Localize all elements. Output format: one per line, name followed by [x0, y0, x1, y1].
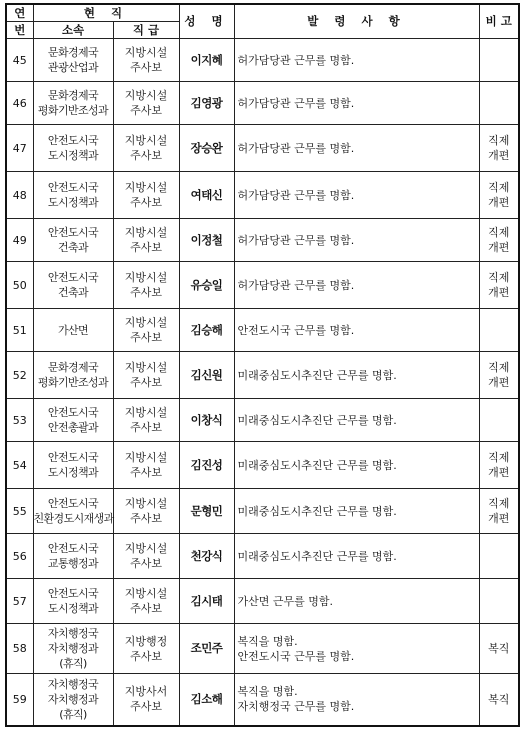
name-cell [179, 82, 234, 125]
rank-cell-line: 주사보 [130, 331, 162, 344]
note-cell [479, 534, 519, 579]
row-number-line: 46 [12, 96, 27, 110]
table-row [6, 309, 519, 352]
name-cell-line: 김신원 [190, 367, 223, 382]
order-cell [234, 39, 479, 82]
name-cell [179, 534, 234, 579]
rank-cell-line: 지방시설 [124, 361, 168, 374]
rank-cell-line: 주사보 [130, 286, 162, 299]
rank-cell-line: 지방시설 [124, 134, 168, 147]
rank-cell [113, 125, 179, 172]
department-cell-line: 문화경제국 [47, 361, 99, 374]
department-cell-line: 문화경제국 [47, 46, 99, 59]
department-cell-line: 건축과 [57, 241, 89, 254]
row-number-line: 49 [12, 233, 27, 247]
department-cell [33, 172, 113, 219]
department-cell-line: 문화경제국 [47, 89, 99, 102]
row-number-line: 53 [12, 413, 27, 427]
row-number [6, 39, 33, 82]
rank-cell-line: 주사보 [130, 602, 162, 615]
department-cell-line: 도시정책과 [47, 149, 99, 162]
row-number [6, 309, 33, 352]
rank-cell-line: 주사보 [130, 557, 162, 570]
note-cell-line: 직제 [488, 451, 510, 464]
row-number-line: 59 [12, 692, 27, 706]
rank-cell-line: 지방시설 [124, 89, 168, 102]
rank-cell [113, 442, 179, 489]
name-cell-line: 여태신 [190, 187, 223, 202]
rank-cell-line: 지방시설 [124, 226, 168, 239]
note-cell-line: 개편 [488, 512, 510, 525]
note-cell [479, 219, 519, 262]
order-cell [234, 219, 479, 262]
order-cell-line: 허가담당관 근무를 명함. [237, 141, 355, 155]
name-cell-line: 이지혜 [190, 52, 223, 67]
department-cell [33, 674, 113, 726]
order-cell-line: 미래중심도시추진단 근무를 명함. [237, 549, 397, 563]
note-cell-line: 직제 [488, 181, 510, 194]
order-cell-line: 복직을 명함. [237, 685, 298, 699]
row-number [6, 674, 33, 726]
order-cell-line: 미래중심도시추진단 근무를 명함. [237, 413, 397, 427]
rank-cell [113, 579, 179, 624]
department-cell [33, 262, 113, 309]
row-number-line: 54 [12, 458, 27, 472]
name-cell [179, 352, 234, 399]
rank-cell [113, 534, 179, 579]
department-cell [33, 579, 113, 624]
name-cell-line: 김시태 [190, 593, 223, 608]
table-row [6, 579, 519, 624]
department-cell [33, 399, 113, 442]
order-cell-line: 복직을 명함. [237, 634, 298, 648]
order-cell-line: 허가담당관 근무를 명함. [237, 53, 355, 67]
name-cell [179, 579, 234, 624]
order-cell-line: 허가담당관 근무를 명함. [237, 233, 355, 247]
name-cell [179, 674, 234, 726]
department-cell [33, 442, 113, 489]
no-header-bottom: 번 [6, 22, 33, 39]
note-cell-line: 개편 [488, 466, 510, 479]
rank-cell [113, 82, 179, 125]
name-cell [179, 489, 234, 534]
rank-cell [113, 624, 179, 674]
dept-header: 소속 [33, 22, 113, 39]
order-cell-line: 허가담당관 근무를 명함. [237, 188, 355, 202]
rank-cell-line: 주사보 [130, 241, 162, 254]
note-cell [479, 125, 519, 172]
note-cell-line: 개편 [488, 376, 510, 389]
department-cell [33, 352, 113, 399]
table-row [6, 125, 519, 172]
note-cell-line: 개편 [488, 196, 510, 209]
note-cell-line: 직제 [488, 361, 510, 374]
department-cell [33, 125, 113, 172]
department-cell-line: 안전도시국 [47, 497, 99, 510]
note-cell-line: 직제 [488, 134, 510, 147]
rank-cell [113, 172, 179, 219]
department-cell-line: 도시정책과 [47, 196, 99, 209]
order-cell [234, 172, 479, 219]
rank-cell-line: 지방시설 [124, 46, 168, 59]
note-cell [479, 624, 519, 674]
order-cell [234, 399, 479, 442]
note-cell [479, 674, 519, 726]
rank-cell-line: 주사보 [130, 149, 162, 162]
note-cell [479, 489, 519, 534]
table-row [6, 219, 519, 262]
name-cell [179, 262, 234, 309]
rank-cell-line: 주사보 [130, 61, 162, 74]
order-cell-line: 미래중심도시추진단 근무를 명함. [237, 368, 397, 382]
order-cell [234, 442, 479, 489]
note-cell [479, 399, 519, 442]
name-cell [179, 219, 234, 262]
name-cell-line: 유승일 [190, 277, 223, 292]
note-cell [479, 579, 519, 624]
table-row [6, 489, 519, 534]
rank-cell-line: 주사보 [130, 104, 162, 117]
row-number [6, 579, 33, 624]
note-cell-line: 복직 [488, 642, 510, 655]
department-cell [33, 219, 113, 262]
department-cell-line: 안전도시국 [47, 271, 99, 284]
rank-cell [113, 674, 179, 726]
row-number [6, 624, 33, 674]
row-number [6, 262, 33, 309]
row-number [6, 125, 33, 172]
table-row [6, 624, 519, 674]
row-number [6, 82, 33, 125]
order-cell [234, 624, 479, 674]
name-cell-line: 조민주 [190, 641, 223, 655]
note-cell [479, 172, 519, 219]
row-number-line: 58 [12, 642, 27, 655]
department-cell-line: 자치행정국 [47, 627, 99, 640]
row-number [6, 442, 33, 489]
department-cell-line: 안전총괄과 [47, 421, 99, 434]
table-row [6, 262, 519, 309]
row-number [6, 399, 33, 442]
row-number-line: 50 [12, 278, 27, 292]
department-cell-line: 안전도시국 [47, 587, 99, 600]
name-cell-line: 김진성 [190, 457, 223, 472]
department-cell [33, 309, 113, 352]
note-cell-line: 복직 [488, 692, 510, 706]
note-cell-line: 직제 [488, 497, 510, 510]
rank-cell-line: 주사보 [130, 376, 162, 389]
rank-cell-line: 지방사서 [124, 685, 168, 699]
order-header: 발 령 사 항 [234, 4, 479, 39]
order-cell [234, 262, 479, 309]
note-cell [479, 352, 519, 399]
name-cell-line: 문형민 [190, 503, 223, 518]
department-cell-line: 자치행정국 [47, 677, 99, 691]
note-cell-line: 직제 [488, 271, 510, 284]
note-cell [479, 309, 519, 352]
rank-cell-line: 주사보 [130, 196, 162, 209]
name-cell [179, 624, 234, 674]
row-number [6, 219, 33, 262]
department-cell-line: 평화기반조성과 [37, 104, 109, 117]
table-row [6, 352, 519, 399]
row-number [6, 172, 33, 219]
order-cell-line: 자치행정국 근무를 명함. [237, 700, 355, 714]
name-header: 성 명 [179, 4, 234, 39]
name-cell-line: 김소해 [190, 691, 223, 706]
table-row [6, 399, 519, 442]
row-number-line: 52 [12, 368, 27, 382]
department-cell-line: (휴직) [59, 657, 87, 670]
note-cell-line: 개편 [488, 149, 510, 162]
department-cell [33, 39, 113, 82]
department-cell-line: 안전도시국 [47, 451, 99, 464]
note-header: 비 고 [479, 4, 519, 39]
rank-cell [113, 489, 179, 534]
row-number [6, 352, 33, 399]
department-cell-line: 가산면 [57, 323, 89, 337]
header-row-top [6, 4, 519, 22]
rank-cell [113, 39, 179, 82]
order-cell-line: 미래중심도시추진단 근무를 명함. [237, 458, 397, 472]
note-cell [479, 262, 519, 309]
department-cell-line: 자치행정과 [47, 642, 99, 655]
note-cell [479, 39, 519, 82]
name-cell [179, 125, 234, 172]
order-cell-line: 허가담당관 근무를 명함. [237, 96, 355, 110]
rank-cell-line: 지방행정 [124, 634, 168, 648]
department-cell-line: 평화기반조성과 [37, 376, 109, 389]
name-cell-line: 김영광 [190, 95, 223, 110]
order-cell [234, 534, 479, 579]
department-cell [33, 624, 113, 674]
table-row [6, 674, 519, 726]
row-number [6, 489, 33, 534]
rank-cell [113, 352, 179, 399]
department-cell-line: 안전도시국 [47, 134, 99, 147]
department-cell-line: 안전도시국 [47, 406, 99, 419]
department-cell-line: 도시정책과 [47, 602, 99, 615]
rank-cell [113, 399, 179, 442]
rank-cell-line: 주사보 [130, 466, 162, 479]
row-number-line: 47 [12, 141, 27, 155]
order-cell [234, 82, 479, 125]
department-cell-line: 교통행정과 [47, 557, 99, 570]
order-cell [234, 674, 479, 726]
rank-cell-line: 지방시설 [124, 497, 168, 510]
order-cell [234, 352, 479, 399]
order-cell-line: 안전도시국 근무를 명함. [237, 649, 355, 663]
note-cell [479, 442, 519, 489]
department-cell-line: 관광산업과 [47, 61, 99, 74]
personnel-order-table [5, 3, 520, 727]
order-cell-line: 미래중심도시추진단 근무를 명함. [237, 504, 397, 518]
rank-cell-line: 지방시설 [124, 316, 168, 329]
order-cell-line: 가산면 근무를 명함. [237, 594, 334, 608]
rank-cell-line: 주사보 [130, 421, 162, 434]
name-cell [179, 309, 234, 352]
department-cell-line: 건축과 [57, 286, 89, 299]
department-cell-line: 도시정책과 [47, 466, 99, 479]
order-cell [234, 489, 479, 534]
name-cell-line: 김승해 [190, 322, 223, 337]
name-cell-line: 이정철 [190, 232, 223, 247]
rank-cell-line: 지방시설 [124, 451, 168, 464]
rank-cell [113, 262, 179, 309]
department-cell-line: 자치행정과 [47, 692, 99, 706]
rank-cell-line: 지방시설 [124, 587, 168, 600]
name-cell-line: 이창식 [190, 412, 223, 427]
department-cell-line: 안전도시국 [47, 542, 99, 555]
rank-header: 직 급 [113, 22, 179, 39]
name-cell [179, 442, 234, 489]
order-cell [234, 579, 479, 624]
order-cell [234, 125, 479, 172]
department-cell [33, 534, 113, 579]
department-cell-line: 안전도시국 [47, 181, 99, 194]
name-cell-line: 천강식 [190, 548, 223, 563]
department-cell-line: 친환경도시재생과 [33, 512, 114, 525]
row-number-line: 51 [12, 323, 27, 337]
name-cell [179, 399, 234, 442]
row-number-line: 55 [12, 504, 27, 518]
no-header-top: 연 [6, 4, 33, 22]
rank-cell [113, 309, 179, 352]
note-cell-line: 직제 [488, 226, 510, 239]
rank-cell-line: 지방시설 [124, 181, 168, 194]
table-row [6, 442, 519, 489]
order-cell-line: 허가담당관 근무를 명함. [237, 278, 355, 292]
row-number [6, 534, 33, 579]
rank-cell-line: 주사보 [130, 700, 162, 714]
note-cell-line: 개편 [488, 286, 510, 299]
order-cell [234, 309, 479, 352]
rank-cell [113, 219, 179, 262]
department-cell-line: 안전도시국 [47, 226, 99, 239]
rank-cell-line: 지방시설 [124, 271, 168, 284]
rank-cell-line: 주사보 [130, 512, 162, 525]
name-cell [179, 172, 234, 219]
table-row [6, 82, 519, 125]
table-row [6, 39, 519, 82]
department-cell [33, 489, 113, 534]
row-number-line: 45 [12, 53, 27, 67]
name-cell [179, 39, 234, 82]
row-number-line: 48 [12, 188, 27, 202]
table-body [6, 39, 519, 726]
rank-cell-line: 주사보 [130, 649, 162, 663]
row-number-line: 56 [12, 549, 27, 563]
order-cell-line: 안전도시국 근무를 명함. [237, 323, 355, 337]
current-position-header: 현 직 [33, 4, 179, 22]
row-number-line: 57 [12, 594, 27, 608]
rank-cell-line: 지방시설 [124, 542, 168, 555]
department-cell-line: (휴직) [59, 707, 87, 721]
table-row [6, 534, 519, 579]
note-cell-line: 개편 [488, 241, 510, 254]
department-cell [33, 82, 113, 125]
table-row [6, 172, 519, 219]
rank-cell-line: 지방시설 [124, 406, 168, 419]
note-cell [479, 82, 519, 125]
name-cell-line: 장승완 [190, 140, 223, 155]
